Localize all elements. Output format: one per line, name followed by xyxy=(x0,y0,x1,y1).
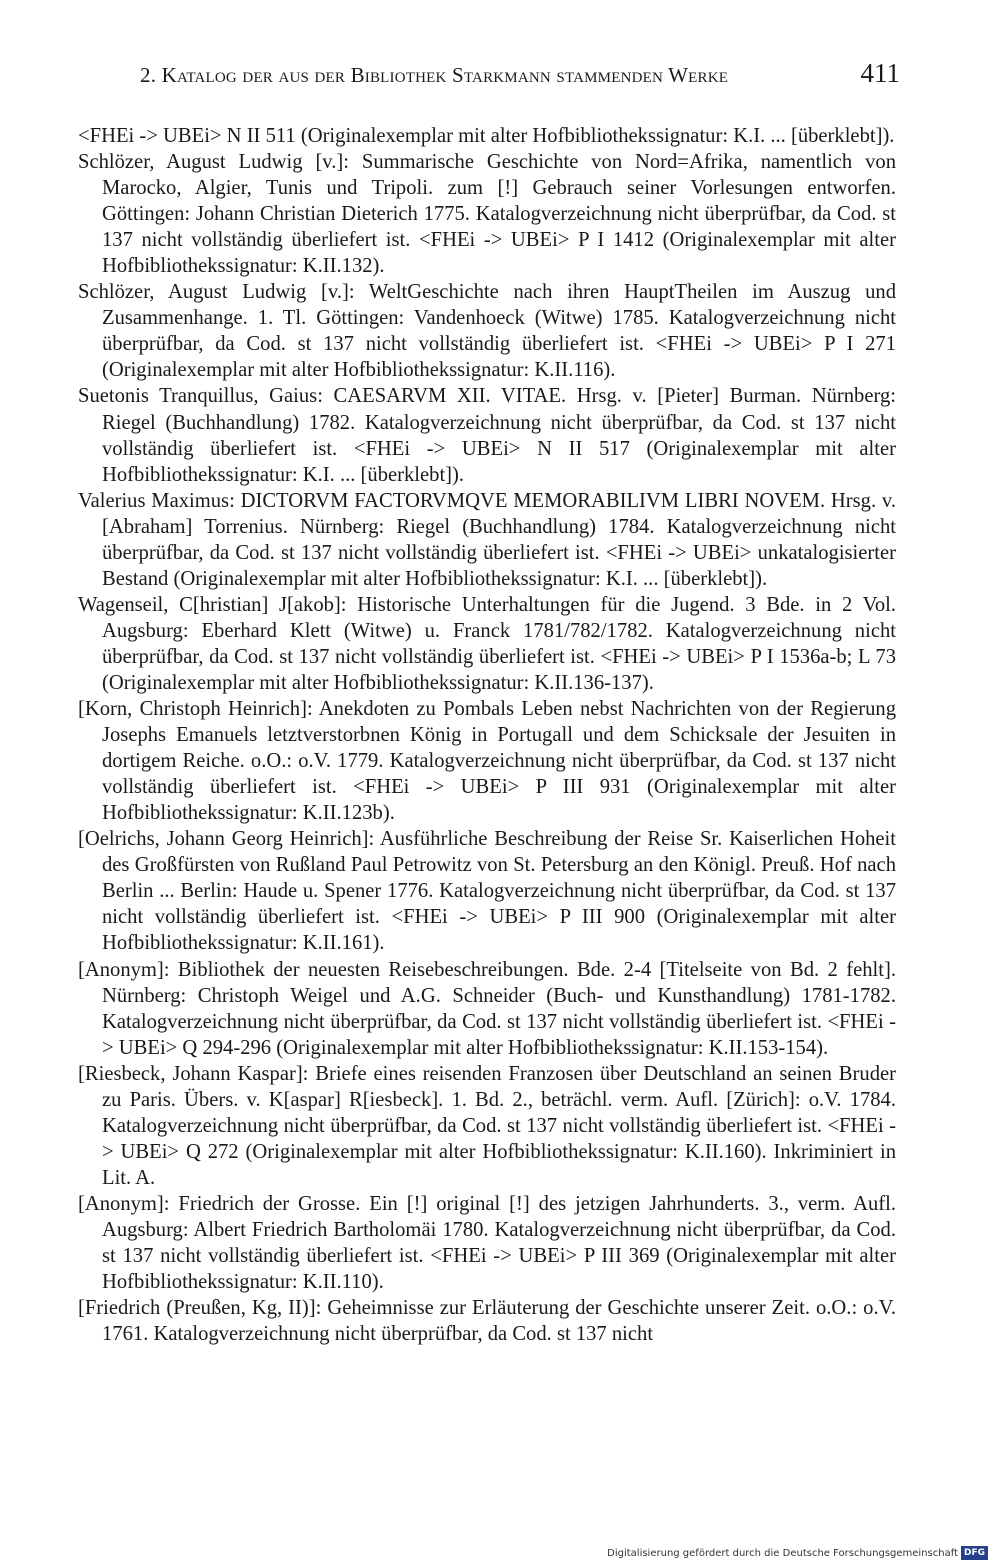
catalog-entries xyxy=(78,123,896,1347)
catalog-entry: Schlözer, August Ludwig [v.]: WeltGeschichte nach ihren HauptTheilen im Auszug und Zusammenhange. 1. Tl. Göttingen: Vandenhoeck (Witwe) 1785. Katalogverzeichnung nicht überprüfbar, da Cod. st 137 nicht vollständig überliefert ist. <FHEi -> UBEi> P I 271 (Originalexemplar mit alter Hofbibliothekssignatur: K.II.116). xyxy=(78,281,896,382)
catalog-entry: [Korn, Christoph Heinrich]: Anekdoten zu Pombals Leben nebst Nachrichten von der Regierung Josephs Emanuels letztverstorbnen König in Portugall und dem Schicksale der Jesuiten in dortigem Reiche. o.O.: o.V. 1779. Katalogverzeichnung nicht überprüfbar, da Cod. st 137 nicht vollständig überliefert ist. <FHEi -> UBEi> P III 931 (Originalexemplar mit alter Hofbibliothekssignatur: K.II.123b). xyxy=(78,698,896,825)
digitization-footer xyxy=(607,1545,988,1561)
running-header xyxy=(140,58,900,92)
dfg-logo: DFG xyxy=(961,1546,988,1560)
catalog-entry: [Oelrichs, Johann Georg Heinrich]: Ausführliche Beschreibung der Reise Sr. Kaiserlichen Hoheit des Großfürsten von Rußland Paul Petrowitz von St. Petersburg an den Königl. Preuß. Hof nach Berlin ... Berlin: Haude u. Spener 1776. Katalogverzeichnung nicht überprüfbar, da Cod. st 137 nicht vollständig überliefert ist. <FHEi -> UBEi> P III 900 (Originalexemplar mit alter Hofbibliothekssignatur: K.II.161). xyxy=(78,828,896,955)
catalog-entry: [Anonym]: Bibliothek der neuesten Reisebeschreibungen. Bde. 2-4 [Titelseite von Bd. 2 fehlt]. Nürnberg: Christoph Weigel und A.G. Schneider (Buch- und Kunsthandlung) 1781-1782. Katalogverzeichnung nicht überprüfbar, da Cod. st 137 nicht vollständig überliefert ist. <FHEi -> UBEi> Q 294-296 (Originalexemplar mit alter Hofbibliothekssignatur: K.II.153-154). xyxy=(78,958,896,1059)
running-title: 2. Katalog der aus der Bibliothek Starkmann stammenden Werke xyxy=(140,63,729,87)
page-number: 411 xyxy=(860,58,900,88)
catalog-entry: [Anonym]: Friedrich der Grosse. Ein [!] original [!] des jetzigen Jahrhunderts. 3., verm. Aufl. Augsburg: Albert Friedrich Bartholomäi 1780. Katalogverzeichnung nicht überprüfbar, da Cod. st 137 nicht vollständig überliefert ist. <FHEi -> UBEi> P III 369 (Originalexemplar mit alter Hofbibliothekssignatur: K.II.110). xyxy=(78,1192,896,1294)
catalog-entry: Suetonis Tranquillus, Gaius: CAESARVM XII. VITAE. Hrsg. v. [Pieter] Burman. Nürnberg: Riegel (Buchhandlung) 1782. Katalogverzeichnung nicht überprüfbar, da Cod. st 137 nicht vollständig überliefert ist. <FHEi -> UBEi> N II 517 (Originalexemplar mit alter Hofbibliothekssignatur: K.I. ... [überklebt]). xyxy=(78,385,896,486)
catalog-entry: [Friedrich (Preußen, Kg, II)]: Geheimnisse zur Erläuterung der Geschichte unserer Zeit. o.O.: o.V. 1761. Katalogverzeichnung nicht überprüfbar, da Cod. st 137 nicht xyxy=(78,1297,896,1346)
catalog-entry: Valerius Maximus: DICTORVM FACTORVMQVE MEMORABILIVM LIBRI NOVEM. Hrsg. v. [Abraham] Torrenius. Nürnberg: Riegel (Buchhandlung) 1784. Katalogverzeichnung nicht überprüfbar, da Cod. st 137 nicht vollständig überliefert ist. <FHEi -> UBEi> unkatalogisierter Bestand (Originalexemplar mit alter Hofbibliothekssignatur: K.I. ... [überklebt]). xyxy=(78,489,896,590)
funding-note: Digitalisierung gefördert durch die Deutsche Forschungsgemeinschaft xyxy=(607,1547,958,1559)
catalog-entry: Schlözer, August Ludwig [v.]: Summarische Geschichte von Nord=Afrika, namentlich von Marocko, Algier, Tunis und Tripoli. zum [!] Gebrauch seiner Vorlesungen entworfen. Göttingen: Johann Christian Dieterich 1775. Katalogverzeichnung nicht überprüfbar, da Cod. st 137 nicht vollständig überliefert ist. <FHEi -> UBEi> P I 1412 (Originalexemplar mit alter Hofbibliothekssignatur: K.II.132). xyxy=(78,151,896,278)
catalog-entry: Wagenseil, C[hristian] J[akob]: Historische Unterhaltungen für die Jugend. 3 Bde. in 2 Vol. Augsburg: Eberhard Klett (Witwe) u. Franck 1781/782/1782. Katalogverzeichnung nicht überprüfbar, da Cod. st 137 nicht vollständig überliefert ist. <FHEi -> UBEi> P I 1536a-b; L 73 (Originalexemplar mit alter Hofbibliothekssignatur: K.II.136-137). xyxy=(78,593,896,694)
catalog-entry: [Riesbeck, Johann Kaspar]: Briefe eines reisenden Franzosen über Deutschland an seinen Bruder zu Paris. Übers. v. K[aspar] R[iesbeck]. 1. Bd. 2., beträchl. verm. Aufl. [Zürich]: o.V. 1784. Katalogverzeichnung nicht überprüfbar, da Cod. st 137 nicht vollständig überliefert ist. <FHEi -> UBEi> Q 272 (Originalexemplar mit alter Hofbibliothekssignatur: K.II.160). Inkriminiert in Lit. A. xyxy=(78,1062,896,1189)
catalog-entry: <FHEi -> UBEi> N II 511 (Originalexemplar mit alter Hofbibliothekssignatur: K.I. ... [überklebt]). xyxy=(78,125,895,147)
